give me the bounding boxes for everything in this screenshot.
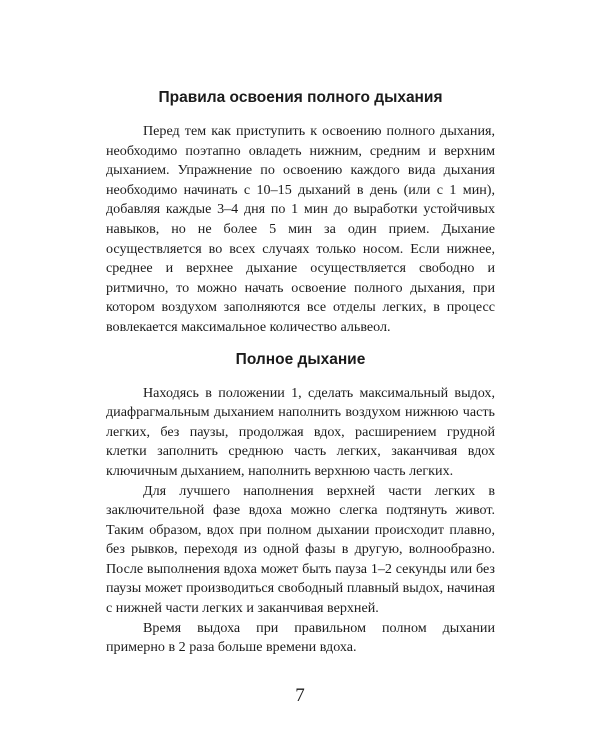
section-heading-full-breathing-rules: Правила освоения полного дыхания [158,89,443,106]
paragraph: Время выдоха при правильном полном дыхании примерно в 2 раза больше времени вдоха. [106,619,495,656]
page-number: 7 [295,685,305,706]
paragraph: Для лучшего наполнения верхней части легких в заключительной фазе вдоха можно слегка подтянуть живот. Таким образом, вдох при полном дыхании происходит плавно, без рывков, переходя из одной фазы в другую, волнообразно. После выполнения вдоха может быть пауза 1–2 секунды или без паузы может производиться свободный плавный выдох, начиная с нижней части легких и заканчивая верхней. [106,482,495,617]
paragraph: Находясь в положении 1, сделать максимальный выдох, диафрагмальным дыханием наполнить воздухом нижнюю часть легких, без паузы, продолжая вдох, расширением грудной клетки заполнить среднюю часть легких, заканчивая вдох ключичным дыханием, наполнить верхнюю часть легких. [106,384,495,479]
page-content [106,88,495,658]
section-heading-full-breathing: Полное дыхание [235,350,366,368]
paragraph: Перед тем как приступить к освоению полного дыхания, необходимо поэтапно овладеть нижним, средним и верхним дыханием. Упражнение по освоению каждого вида дыхания необходимо начинать с 10–15 дыханий в день (или с 1 мин), добавляя каждые 3–4 дня по 1 мин до выработки устойчивых навыков, но не более 5 мин за один прием. Дыхание осуществляется во всех случаях только носом. Если нижнее, среднее и верхнее дыхание осуществляется свободно и ритмично, то можно начать освоение полного дыхания, при котором воздухом заполняются все отделы легких, в процесс вовлекается максимальное количество альвеол. [106,123,495,335]
